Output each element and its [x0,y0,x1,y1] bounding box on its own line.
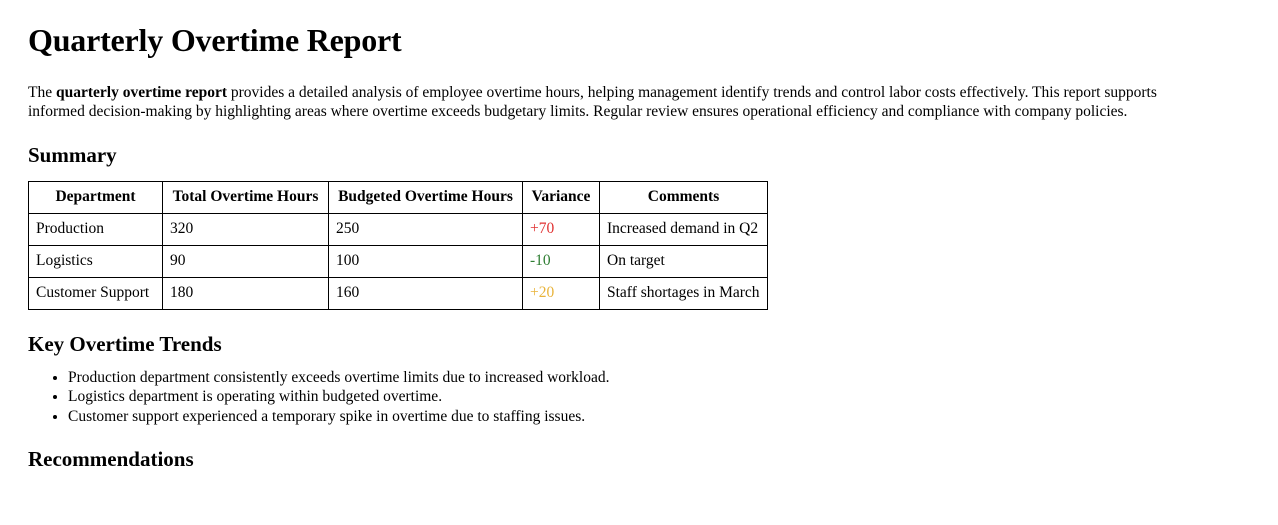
cell-comments: Increased demand in Q2 [600,214,768,246]
cell-variance: +20 [523,278,600,310]
intro-lead: The [28,83,56,101]
section-heading-summary: Summary [28,142,117,167]
cell-variance: -10 [523,246,600,278]
cell-total-overtime-hours: 320 [163,214,329,246]
intro-bold-term: quarterly overtime report [55,83,227,101]
cell-comments: Staff shortages in March [600,278,768,310]
table-row [29,278,768,310]
cell-department: Logistics [29,246,163,278]
list-item: • Logistics department is operating within budgeted overtime. [68,387,1250,407]
intro-paragraph [28,83,1200,122]
list-item: • Customer support experienced a temporary spike in overtime due to staffing issues. [68,407,1250,427]
cell-department: Customer Support [29,278,163,310]
trends-list [28,368,1250,427]
document-page [0,24,1278,472]
section-heading-recommendations: Recommendations [28,447,194,472]
column-header-budgeted-overtime-hours: Budgeted Overtime Hours [329,182,523,214]
cell-total-overtime-hours: 90 [163,246,329,278]
cell-budgeted-overtime-hours: 250 [329,214,523,246]
column-header-variance: Variance [523,182,600,214]
cell-comments: On target [600,246,768,278]
cell-budgeted-overtime-hours: 100 [329,246,523,278]
cell-total-overtime-hours: 180 [163,278,329,310]
cell-department: Production [29,214,163,246]
page-title: Quarterly Overtime Report [28,22,402,58]
cell-variance: +70 [523,214,600,246]
column-header-comments: Comments [600,182,768,214]
column-header-total-overtime-hours: Total Overtime Hours [163,182,329,214]
section-heading-key-overtime-trends: Key Overtime Trends [28,331,222,356]
summary-table [28,181,768,310]
table-header-row [29,182,768,214]
intro-rest: provides a detailed analysis of employee overtime hours, helping management identify trends and control labor costs effectively. This report supports informed decision-making by highlighting areas where overtime exceeds budgetary limits. Regular review ensures operational efficiency and compliance with company policies. [28,83,1157,121]
column-header-department: Department [29,182,163,214]
list-item: • Production department consistently exceeds overtime limits due to increased workload. [68,368,1250,388]
table-row [29,246,768,278]
table-row [29,214,768,246]
cell-budgeted-overtime-hours: 160 [329,278,523,310]
